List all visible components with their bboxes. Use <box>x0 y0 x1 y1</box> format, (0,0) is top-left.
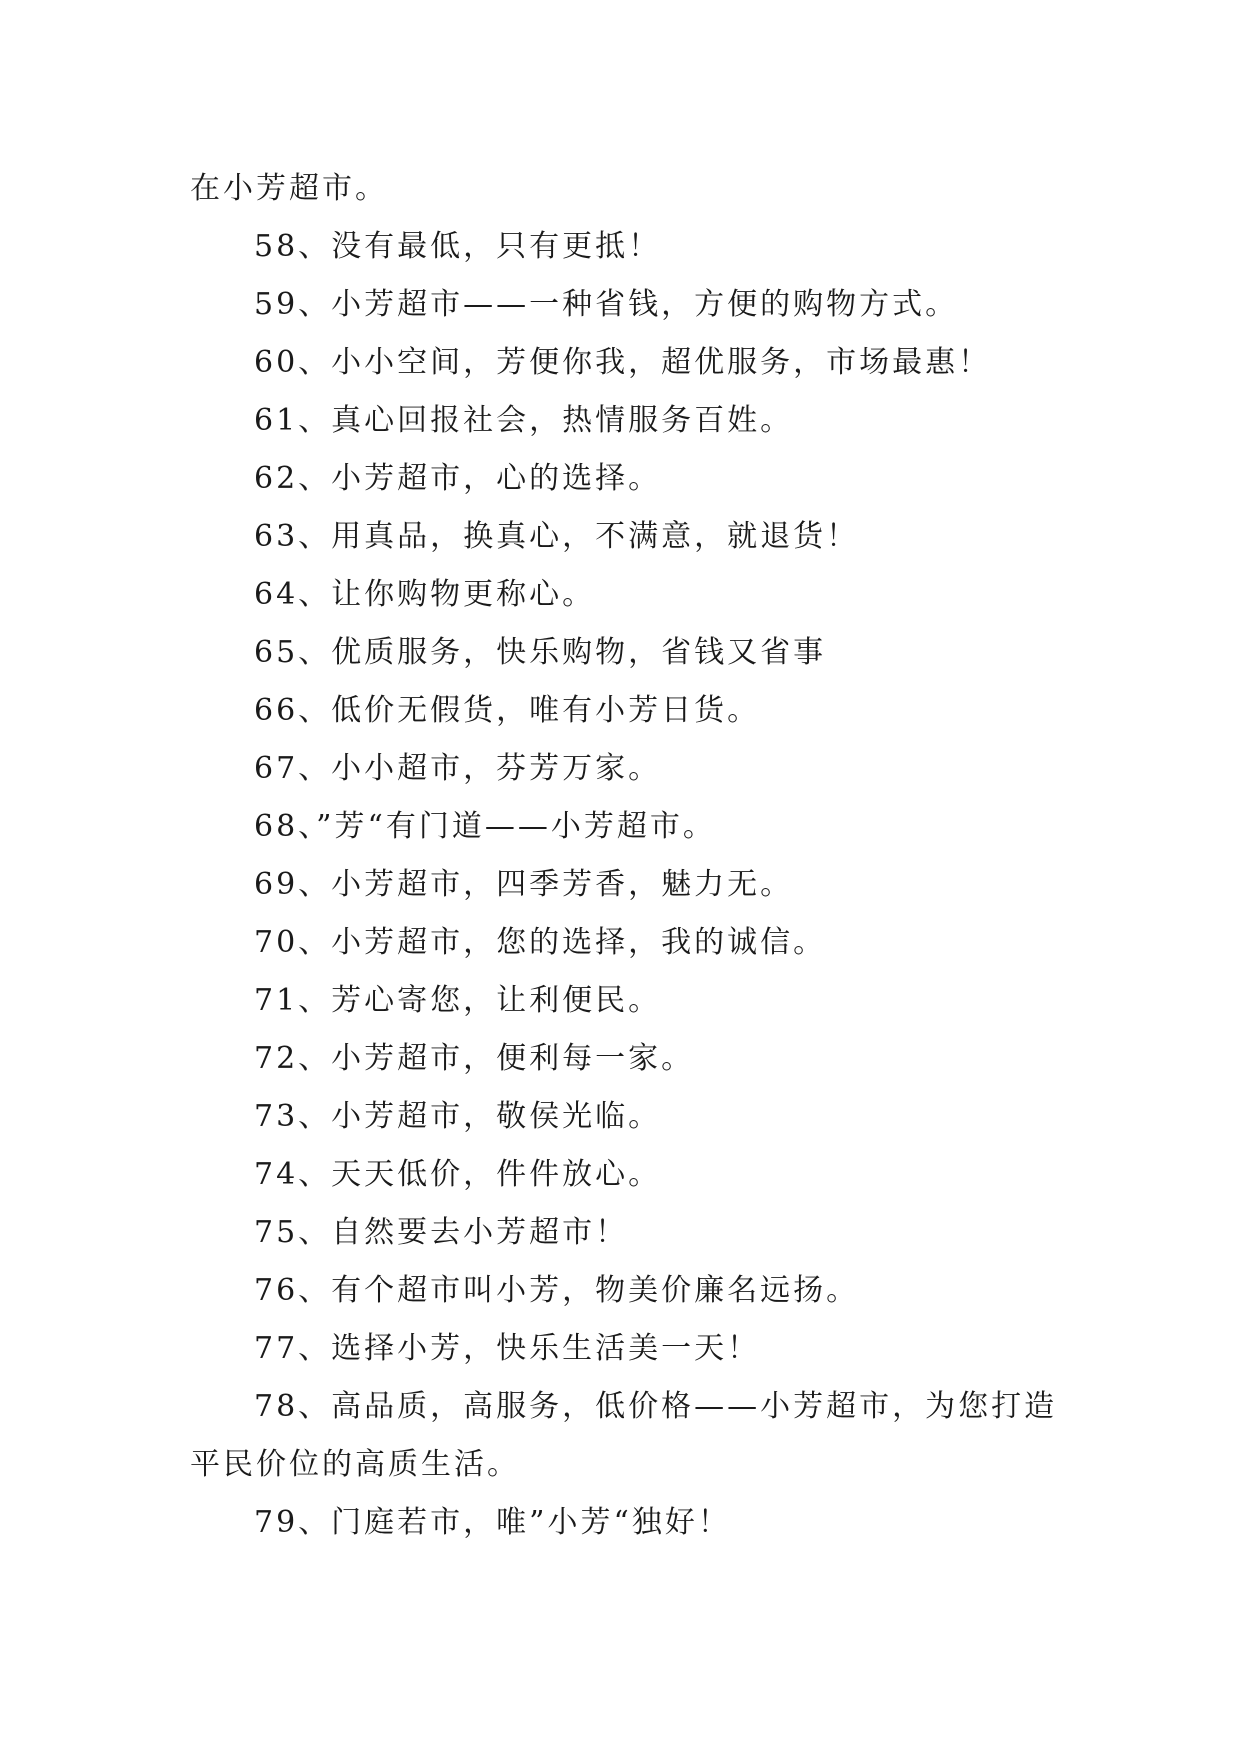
text-line: 在小芳超市。 <box>190 171 388 206</box>
text-line: 65、优质服务，快乐购物，省钱又省事 <box>254 635 827 670</box>
text-line: 64、让你购物更称心。 <box>254 577 596 612</box>
text-line: 77、选择小芳，快乐生活美一天！ <box>254 1331 761 1366</box>
text-line: 72、小芳超市，便利每一家。 <box>254 1041 695 1076</box>
text-line: 62、小芳超市，心的选择。 <box>254 461 662 496</box>
text-line: 68、”芳“有门道——小芳超市。 <box>254 809 716 844</box>
text-line: 73、小芳超市，敬侯光临。 <box>254 1099 662 1134</box>
text-line: 71、芳心寄您，让利便民。 <box>254 983 662 1018</box>
document-body <box>190 160 1060 1552</box>
text-line: 76、有个超市叫小芳，物美价廉名远扬。 <box>254 1273 860 1308</box>
text-line: 61、真心回报社会，热情服务百姓。 <box>254 403 794 438</box>
text-line: 66、低价无假货，唯有小芳日货。 <box>254 693 761 728</box>
text-line: 平民价位的高质生活。 <box>190 1447 520 1482</box>
text-line: 67、小小超市，芬芳万家。 <box>254 751 662 786</box>
text-line: 79、门庭若市，唯”小芳“独好！ <box>254 1505 731 1540</box>
text-line: 74、天天低价，件件放心。 <box>254 1157 662 1192</box>
text-line: 78、高品质，高服务，低价格——小芳超市，为您打造 <box>254 1389 1058 1424</box>
text-line: 58、没有最低，只有更抵！ <box>254 229 662 264</box>
text-line: 59、小芳超市——一种省钱，方便的购物方式。 <box>254 287 959 322</box>
text-line: 63、用真品，换真心，不满意，就退货！ <box>254 519 860 554</box>
text-line: 70、小芳超市，您的选择，我的诚信。 <box>254 925 827 960</box>
text-line: 69、小芳超市，四季芳香，魅力无。 <box>254 867 794 902</box>
text-line: 75、自然要去小芳超市！ <box>254 1215 629 1250</box>
text-line: 60、小小空间，芳便你我，超优服务，市场最惠！ <box>254 345 992 380</box>
